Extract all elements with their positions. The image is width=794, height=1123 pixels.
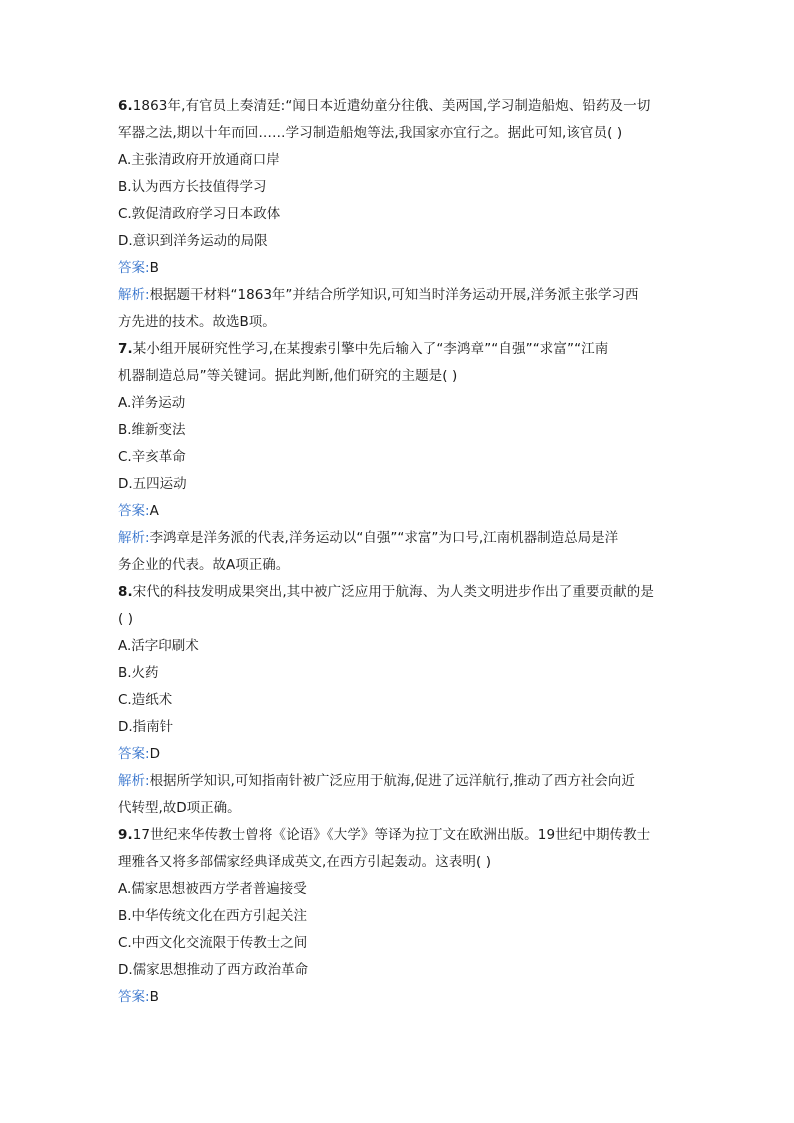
answer-value: B — [149, 989, 159, 1005]
option-d: D.意识到洋务运动的局限 — [118, 233, 268, 249]
analysis-line: 解析:根据题干材料“1863年”并结合所学知识,可知当时洋务运动开展,洋务派主张学习西 — [118, 287, 639, 303]
analysis-line: 解析:根据所学知识,可知指南针被广泛应用于航海,促进了远洋航行,推动了西方社会向近 — [118, 773, 635, 789]
option-c: C.辛亥革命 — [118, 449, 186, 465]
option-b: B.认为西方长技值得学习 — [118, 179, 267, 195]
answer-value: B — [149, 260, 159, 276]
answer-label: 答案: — [118, 746, 150, 762]
question-stem-line: 机器制造总局”等关键词。据此判断,他们研究的主题是( ) — [118, 368, 458, 384]
question-9 — [118, 822, 678, 1011]
analysis-line: 代转型,故D项正确。 — [118, 800, 241, 816]
question-stem-line: 理雅各又将多部儒家经典译成英文,在西方引起轰动。这表明( ) — [118, 854, 492, 870]
question-stem-line: 7.某小组开展研究性学习,在某搜索引擎中先后输入了“李鸿章”“自强”“求富”“江南 — [118, 341, 609, 357]
document-page — [118, 93, 678, 1011]
question-number: 9. — [118, 827, 133, 843]
option-a: A.儒家思想被西方学者普遍接受 — [118, 881, 307, 897]
question-number: 6. — [118, 98, 133, 114]
answer-label: 答案: — [118, 503, 150, 519]
analysis-label: 解析: — [118, 773, 150, 789]
answer-line — [118, 498, 678, 525]
answer-value: D — [149, 746, 160, 762]
question-stem-line: ( ) — [118, 611, 134, 627]
question-7 — [118, 336, 678, 579]
question-number: 8. — [118, 584, 133, 600]
question-stem-line: 军器之法,期以十年而回……学习制造船炮等法,我国家亦宜行之。据此可知,该官员( ) — [118, 125, 623, 141]
option-b: B.火药 — [118, 665, 159, 681]
option-c: C.敦促清政府学习日本政体 — [118, 206, 281, 222]
analysis-line: 务企业的代表。故A项正确。 — [118, 557, 290, 573]
option-d: D.儒家思想推动了西方政治革命 — [118, 962, 309, 978]
option-b: B.维新变法 — [118, 422, 186, 438]
question-stem-line: 9.17世纪来华传教士曾将《论语》《大学》等译为拉丁文在欧洲出版。19世纪中期传教士 — [118, 827, 651, 843]
answer-line — [118, 741, 678, 768]
analysis-line: 解析:李鸿章是洋务派的代表,洋务运动以“自强”“求富”为口号,江南机器制造总局是洋 — [118, 530, 619, 546]
option-b: B.中华传统文化在西方引起关注 — [118, 908, 308, 924]
analysis-label: 解析: — [118, 287, 150, 303]
answer-line — [118, 984, 678, 1011]
analysis-line: 方先进的技术。故选B项。 — [118, 314, 276, 330]
question-stem-line: 6.1863年,有官员上奏清廷:“闻日本近遣幼童分往俄、美两国,学习制造船炮、铅药及一切 — [118, 98, 651, 114]
answer-label: 答案: — [118, 260, 150, 276]
option-d: D.五四运动 — [118, 476, 187, 492]
option-d: D.指南针 — [118, 719, 174, 735]
question-number: 7. — [118, 341, 133, 357]
option-a: A.洋务运动 — [118, 395, 186, 411]
option-a: A.主张清政府开放通商口岸 — [118, 152, 280, 168]
option-a: A.活字印刷术 — [118, 638, 199, 654]
option-c: C.造纸术 — [118, 692, 173, 708]
question-8 — [118, 579, 678, 822]
question-6 — [118, 93, 678, 336]
answer-label: 答案: — [118, 989, 150, 1005]
answer-line — [118, 255, 678, 282]
analysis-label: 解析: — [118, 530, 150, 546]
question-stem-line: 8.宋代的科技发明成果突出,其中被广泛应用于航海、为人类文明进步作出了重要贡献的是 — [118, 584, 654, 600]
answer-value: A — [149, 503, 159, 519]
option-c: C.中西文化交流限于传教士之间 — [118, 935, 308, 951]
